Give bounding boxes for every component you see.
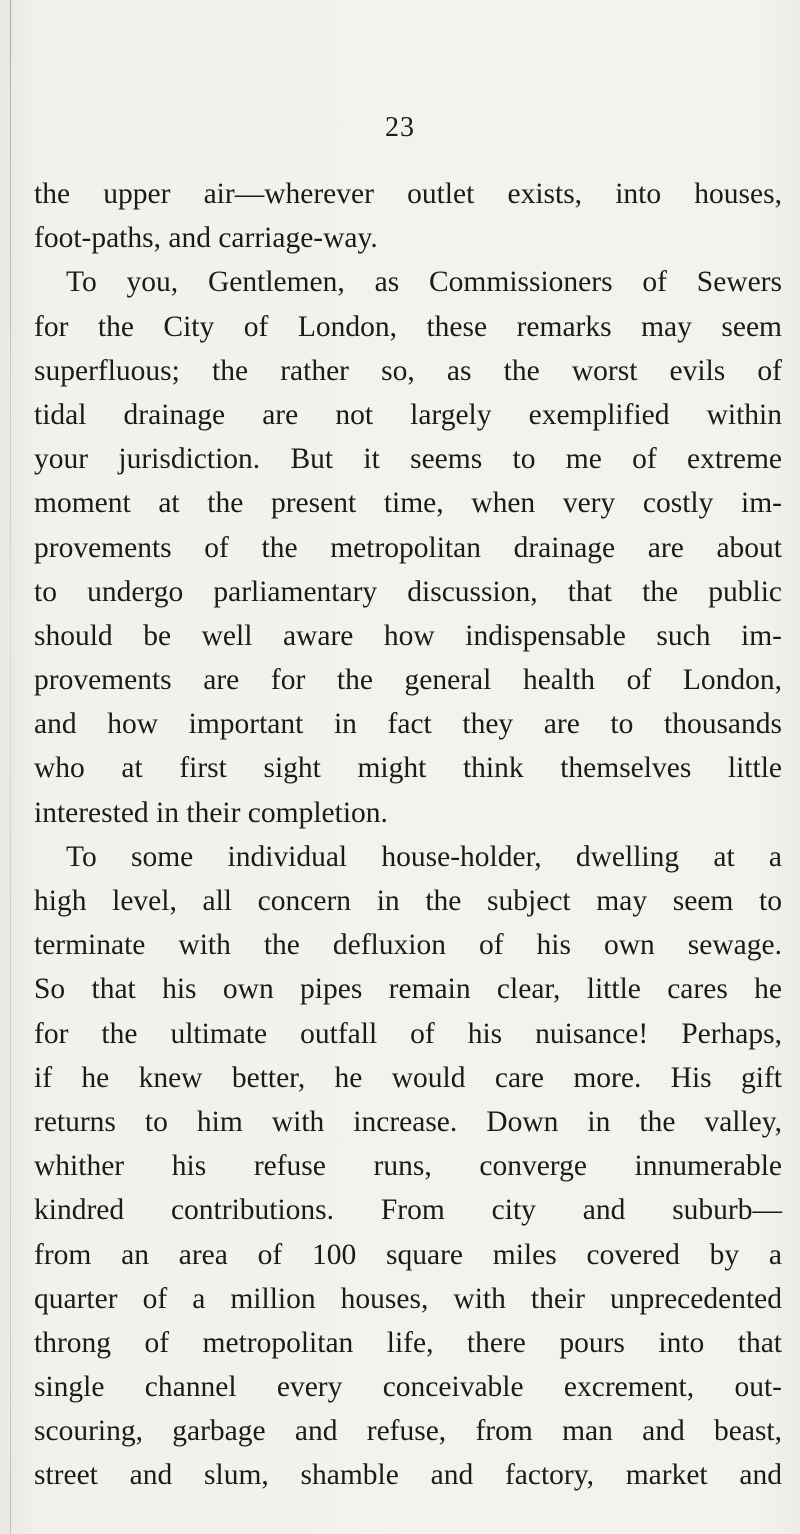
text-line: to undergo parliamentary discussion, that the public bbox=[34, 575, 782, 608]
text-line: throng of metropolitan life, there pours into that bbox=[34, 1326, 782, 1359]
text-line: interested in their completion. bbox=[34, 796, 388, 829]
text-line: returns to him with increase. Down in the valley, bbox=[34, 1105, 782, 1138]
text-line: superfluous; the rather so, as the worst evils of bbox=[34, 354, 782, 387]
text-line: should be well aware how indispensable such im- bbox=[34, 619, 782, 652]
text-line: quarter of a million houses, with their unprecedented bbox=[34, 1282, 782, 1315]
text-line: kindred contributions. From city and suburb— bbox=[34, 1194, 782, 1227]
text-line: your jurisdiction. But it seems to me of extreme bbox=[34, 443, 782, 476]
text-line: So that his own pipes remain clear, little cares he bbox=[34, 973, 782, 1006]
body-text bbox=[34, 172, 782, 1498]
text-line: who at first sight might think themselves little bbox=[34, 752, 782, 785]
text-line: high level, all concern in the subject may seem to bbox=[34, 885, 782, 917]
text-line: provements of the metropolitan drainage are about bbox=[34, 531, 782, 564]
text-line: if he knew better, he would care more. His gift bbox=[34, 1061, 782, 1094]
text-line: terminate with the defluxion of his own sewage. bbox=[34, 929, 782, 962]
text-line: To some individual house-holder, dwelling at a bbox=[66, 840, 782, 873]
text-line: for the City of London, these remarks may seem bbox=[34, 310, 782, 343]
page-edge-shadow bbox=[10, 0, 11, 1534]
text-line: moment at the present time, when very costly im- bbox=[34, 487, 782, 520]
text-line: the upper air—wherever outlet exists, into houses, bbox=[34, 178, 782, 210]
text-line: To you, Gentlemen, as Commissioners of Sewers bbox=[66, 266, 782, 299]
text-line: whither his refuse runs, converge innumerable bbox=[34, 1150, 782, 1183]
page-number: 23 bbox=[385, 112, 415, 143]
text-line: and how important in fact they are to thousands bbox=[34, 708, 782, 741]
text-line: tidal drainage are not largely exemplified within bbox=[34, 398, 782, 431]
text-line: street and slum, shamble and factory, market and bbox=[34, 1459, 782, 1492]
text-line: from an area of 100 square miles covered by a bbox=[34, 1238, 782, 1271]
text-line: for the ultimate outfall of his nuisance! Perhaps, bbox=[34, 1017, 782, 1050]
text-line: single channel every conceivable excrement, out- bbox=[34, 1371, 782, 1404]
text-line: foot-paths, and carriage-way. bbox=[34, 222, 378, 255]
text-line: scouring, garbage and refuse, from man and beast, bbox=[34, 1415, 782, 1448]
text-line: provements are for the general health of London, bbox=[34, 664, 782, 697]
